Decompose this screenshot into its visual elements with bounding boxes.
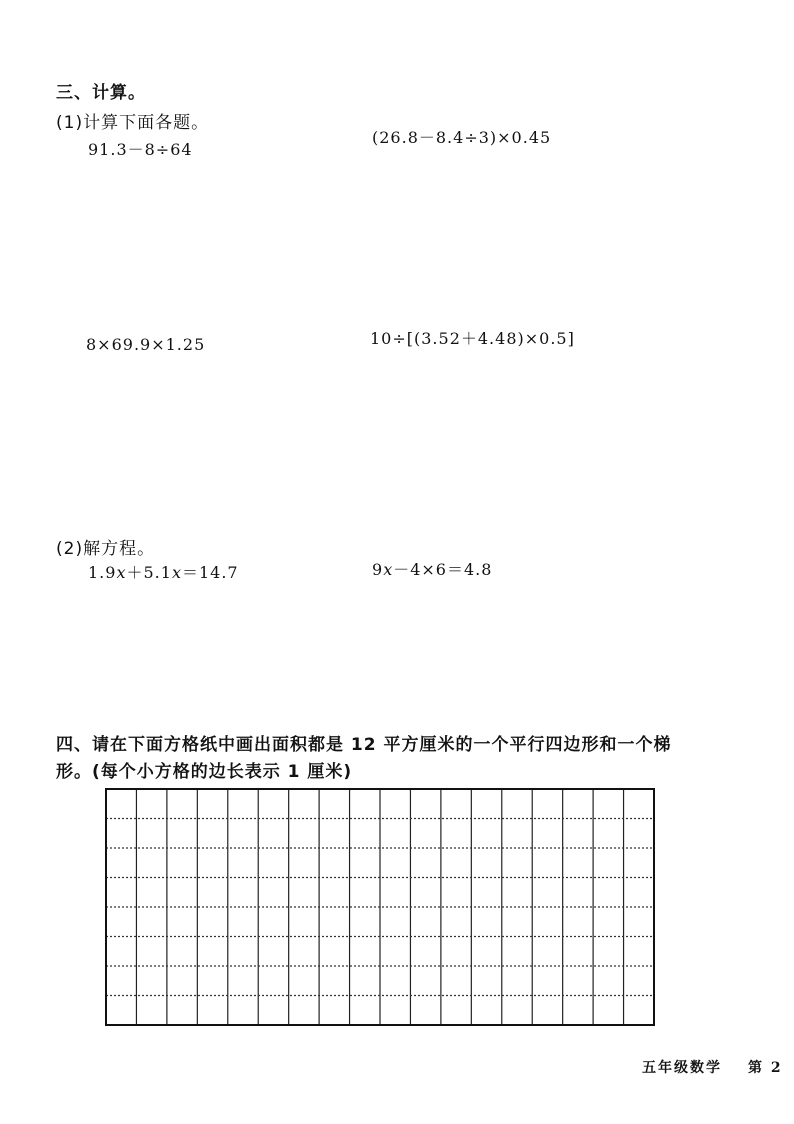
equation-1-coef-b: ＋5.1 [126, 563, 172, 582]
section-4-line-1: 四、请在下面方格纸中画出面积都是 12 平方厘米的一个平行四边形和一个梯 [56, 735, 672, 755]
equation-1-rhs: ＝14.7 [181, 563, 239, 582]
grid-paper[interactable] [104, 787, 656, 1027]
problem-4: 10÷[(3.52＋4.48)×0.5] [370, 329, 575, 348]
equation-2-var: x [383, 560, 394, 579]
problem-2: (26.8－8.4÷3)×0.45 [372, 128, 552, 147]
problem-1: 91.3－8÷64 [88, 140, 193, 159]
equation-1-var-b: x [171, 563, 182, 582]
section-3-title: 三、计算。 [56, 83, 146, 103]
footer-page: 第 2 [748, 1060, 783, 1076]
section-4-line-2: 形。(每个小方格的边长表示 1 厘米) [56, 762, 353, 782]
equation-2-coef: 9 [372, 560, 384, 579]
problem-3: 8×69.9×1.25 [86, 335, 206, 354]
part-2-title: (2)解方程。 [56, 539, 156, 559]
grid-svg[interactable] [104, 787, 656, 1027]
part-1-title: (1)计算下面各题。 [56, 113, 210, 133]
equation-1-coef-a: 1.9 [88, 563, 117, 582]
equation-1 [88, 560, 239, 583]
equation-1-var-a: x [116, 563, 127, 582]
equation-2 [372, 557, 492, 580]
equation-2-rest: －4×6＝4.8 [393, 560, 493, 579]
footer-subject: 五年级数学 [642, 1060, 722, 1076]
